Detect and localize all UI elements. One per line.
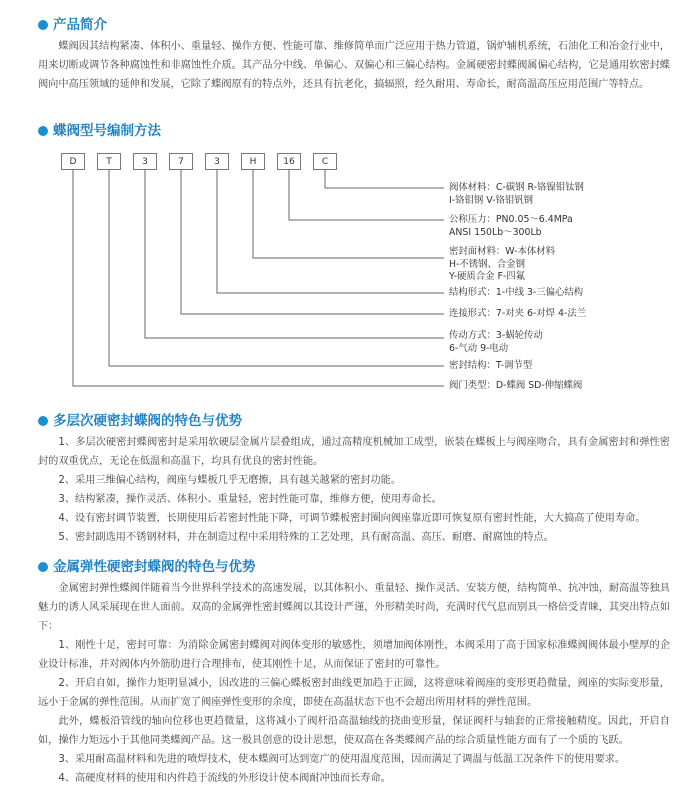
list-item: 5、密封副选用不锈钢材料，并在制造过程中采用特殊的工艺处理，具有耐高温、高压、耐磨、耐腐蚀的特点。 — [58, 532, 554, 543]
list-item: 3、结构紧凑，操作灵活、体积小、重量轻，密封性能可靠，维修方便，使用寿命长。 — [58, 494, 442, 505]
code-label-pressure — [449, 214, 573, 239]
list-item: 2、开启自如，操作力矩明显减小，因改进的三偏心蝶板密封曲线更加趋于正圆，这将意味着阀座的变形更趋微量，阀座的实际变形量，远小于金属的弹性范围。从而扩宽了阀座弹性变形的余度，即使在高温状态下也不会超出所用材料的弹性范围。 — [38, 678, 670, 708]
code-label-body-material — [449, 182, 584, 207]
list-item: 4、高硬度材料的使用和内件趋于流线的外形设计使本阀耐冲蚀而长寿命。 — [58, 773, 391, 784]
code-box: 16 — [277, 153, 301, 170]
multilayer-section — [38, 412, 670, 547]
code-label-valve-type — [449, 380, 582, 393]
label-line: 连接形式：7-对夹 6-对焊 4-法兰 — [449, 308, 587, 319]
code-label-actuation — [449, 330, 543, 355]
list-item: 2、采用三维偏心结构，阀座与蝶板几乎无磨擦，具有越关越紧的密封功能。 — [58, 475, 402, 486]
label-line: 密封结构：T-调节型 — [449, 360, 533, 371]
label-line: 传动方式：3-蜗轮传动 — [449, 330, 543, 341]
label-line: 密封面材料：W-本体材料 — [449, 246, 556, 257]
model-title: 蝶阀型号编制方法 — [53, 123, 161, 139]
code-label-structure — [449, 287, 583, 300]
code-box: T — [97, 153, 121, 170]
list-item: 1、刚性十足，密封可靠：为消除金属密封蝶阀对阀体变形的敏感性，须增加阀体刚性，本阀采用了高于国家标准蝶阀阀体最小壁厚的企业设计标准，并对阀体内外筋肋进行合理排布，使其刚性十足，从而保证了密封的可靠性。 — [38, 640, 670, 670]
label-line: 阀门类型：D-蝶阀 SD-伸缩蝶阀 — [449, 380, 583, 391]
metal-title: 金属弹性硬密封蝶阀的特色与优势 — [53, 559, 256, 575]
code-box: 3 — [133, 153, 157, 170]
code-box: C — [313, 153, 337, 170]
code-box: D — [61, 153, 85, 170]
label-line: Y-硬质合金 F-四氟 — [449, 271, 526, 282]
multilayer-heading — [38, 412, 670, 430]
list-item: 3、采用耐高温材料和先进的喷焊技术，使本蝶阀可达到宽广的使用温度范围，因而满足了调温与低温工况条件下的使用要求。 — [58, 754, 626, 765]
code-box: 3 — [205, 153, 229, 170]
label-line: H-不锈钢、合金钢 — [449, 258, 526, 270]
code-label-seal-structure — [449, 360, 532, 373]
intro-paragraph: 蝶阀因其结构紧凑、体积小、重量轻、操作方便、性能可靠、维修简单而广泛应用于热力管道，锅炉辅机系统，石油化工和冶金行业中，用来切断或调节各种腐蚀性和非腐蚀性介质。其产品分中线、单偏心、双偏心和三偏心结构。金属硬密封蝶阀属偏心结构，它是通用软密封蝶阀向中高压领域的延伸和发展，它除了蝶阀原有的特点外，还具有抗老化，搞辐照，经久耐用、寿命长，耐高温高压应用范围广等特点。 — [38, 41, 670, 90]
label-line: I-铬钼钢 V-铬钼钒钢 — [449, 194, 533, 206]
code-label-connection — [449, 308, 586, 321]
intro-title: 产品简介 — [53, 17, 107, 33]
list-item: 1、多层次硬密封蝶阀密封是采用软硬层金属片层叠组成，通过高精度机械加工成型，嵌装在蝶板上与阀座吻合，具有金属密封和弹性密封的双重优点，无论在低温和高温下，均具有优良的密封性能。 — [38, 437, 670, 467]
label-line: ANSI 150Lb～300Lb — [449, 226, 542, 238]
bullet-dot-icon — [38, 416, 48, 426]
list-item: 4、设有密封调节装置，长期使用后若密封性能下降，可调节蝶板密封圈向阀座靠近即可恢复原有密封性能，大大搞高了使用寿命。 — [58, 513, 646, 524]
metal-heading — [38, 558, 670, 576]
metal-section — [38, 558, 670, 788]
multilayer-title: 多层次硬密封蝶阀的特色与优势 — [53, 413, 242, 429]
bullet-dot-icon — [38, 562, 48, 572]
metal-intro: 金属密封弹性蝶阀伴随着当今世界科学技术的高速发展，以其体积小、重量轻、操作灵活、安装方便，结构简单、抗冲蚀，耐高温等独具魅力的诱人风采展现在世人面前。双高的金属弹性密封蝶阀以其设计严谨，外形精美时尚，充满时代气息而别具一格倍受青睐，其突出特点如下： — [38, 583, 670, 632]
label-line: 结构形式：1-中线 3-三偏心结构 — [449, 287, 584, 298]
label-line: 6-气动 9-电动 — [449, 342, 509, 354]
label-line: 公称压力：PN0.05～6.4MPa — [449, 214, 573, 225]
code-label-seal-material — [449, 246, 555, 284]
code-box: 7 — [169, 153, 193, 170]
code-box: H — [241, 153, 265, 170]
label-line: 阀体材料：C-碳钢 R-铬镍钼钛钢 — [449, 182, 584, 193]
list-item: 此外，蝶板沿管线的轴向位移也更趋微量，这将减小了阀杆沿高温轴线的挠曲变形量，保证阀杆与轴套的正常接触精度。因此，开启自如，操作力矩远小于其他同类蝶阀产品。这一极具创意的设计思想，使双高在各类蝶阀产品的综合质量性能方面有了一个质的飞跃。 — [38, 716, 670, 746]
